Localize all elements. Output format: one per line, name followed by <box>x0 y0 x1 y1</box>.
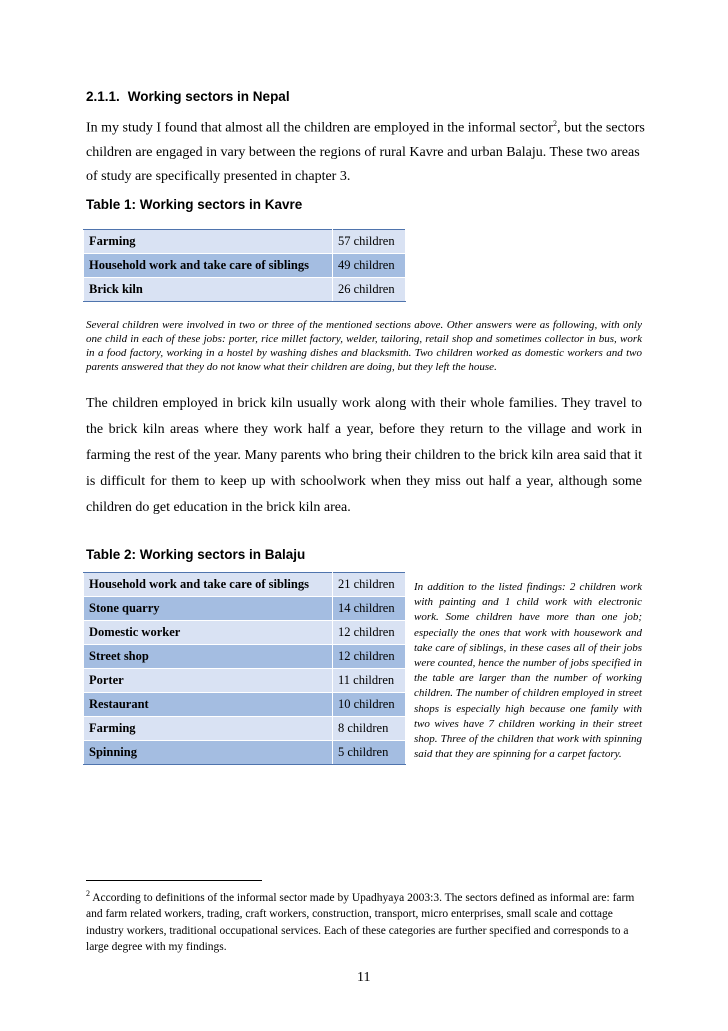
sector-cell: Household work and take care of siblings <box>84 573 333 597</box>
count-cell: 12 children <box>333 645 406 669</box>
footnote-reference: 2 <box>552 119 557 128</box>
sector-cell: Spinning <box>84 741 333 765</box>
table2-note: In addition to the listed findings: 2 children work with painting and 1 child work with electronic work. Some children have more than one job; especially the ones that work with housework and take care of siblings, in these cases all of their jobs were counted, hence the number of jobs specified in the table are larger than the number of working children. The number of children employed in street shops is especially high because one family with two wives have 7 children working in their street shop. Three of the children that work with spinning said that they are spinning for a carpet factory. <box>414 581 642 761</box>
table-balaju <box>83 572 406 765</box>
count-cell: 21 children <box>333 573 406 597</box>
count-cell: 49 children <box>333 254 406 278</box>
sector-cell: Street shop <box>84 645 333 669</box>
table-row <box>84 254 406 278</box>
intro-text-1: In my study I found that almost all the children are employed in the informal sector <box>86 120 553 136</box>
table1-note: Several children were involved in two or three of the mentioned sections above. Other answers were as following, with only one child in each of these jobs: porter, rice millet factory, welder, tailoring, retail shop and sometimes collector in bus, work in a food factory, working in a hostel by washing dishes and blacksmith. Two children worked as domestic workers and two parents answered that they do not know what their children are doing, but they left the house. <box>86 319 642 373</box>
footnote-text: According to definitions of the informal sector made by Upadhyaya 2003:3. The sectors defined as informal are: farm and farm related workers, trading, craft workers, construction, transport, micro enterprises, small scale and cottage industry workers, traditional occupational services. Each of these categories are further specified and corresponds to a large degree with my findings. <box>86 891 635 954</box>
sector-cell: Brick kiln <box>84 278 333 302</box>
count-cell: 5 children <box>333 741 406 765</box>
table-row <box>84 597 406 621</box>
count-cell: 57 children <box>333 230 406 254</box>
sector-cell: Domestic worker <box>84 621 333 645</box>
table-row <box>84 693 406 717</box>
count-cell: 10 children <box>333 693 406 717</box>
section-title: Working sectors in Nepal <box>127 89 290 104</box>
table-row <box>84 645 406 669</box>
sector-cell: Farming <box>84 230 333 254</box>
footnote <box>86 886 646 956</box>
table-row <box>84 741 406 765</box>
footnote-marker: 2 <box>86 889 90 898</box>
sector-cell: Stone quarry <box>84 597 333 621</box>
sector-cell: Household work and take care of siblings <box>84 254 333 278</box>
section-number: 2.1.1. <box>86 89 120 104</box>
sector-cell: Farming <box>84 717 333 741</box>
table1-caption: Table 1: Working sectors in Kavre <box>86 197 303 212</box>
intro-text-2: , but the sectors children are engaged in vary between the regions of rural Kavre and urban Balaju. These two areas of study are specifically presented in chapter 3. <box>86 120 645 184</box>
table-row <box>84 278 406 302</box>
table-row <box>84 573 406 597</box>
intro-paragraph <box>86 112 646 189</box>
count-cell: 8 children <box>333 717 406 741</box>
page-number: 11 <box>357 970 371 985</box>
section-heading <box>86 89 290 104</box>
sector-cell: Restaurant <box>84 693 333 717</box>
sector-cell: Porter <box>84 669 333 693</box>
count-cell: 12 children <box>333 621 406 645</box>
count-cell: 26 children <box>333 278 406 302</box>
count-cell: 11 children <box>333 669 406 693</box>
table-kavre <box>83 229 406 302</box>
table-row <box>84 621 406 645</box>
table-row <box>84 669 406 693</box>
count-cell: 14 children <box>333 597 406 621</box>
table2-caption: Table 2: Working sectors in Balaju <box>86 547 306 562</box>
body-paragraph: The children employed in brick kiln usually work along with their whole families. They travel to the brick kiln areas where they work half a year, before they return to the village and work in farming the rest of the year. Many parents who bring their children to the brick kiln area said that it is difficult for them to keep up with schoolwork when they miss out half a year, although some children do get education in the brick kiln area. <box>86 396 642 515</box>
table-row <box>84 230 406 254</box>
footnote-separator <box>86 880 262 881</box>
table-row <box>84 717 406 741</box>
